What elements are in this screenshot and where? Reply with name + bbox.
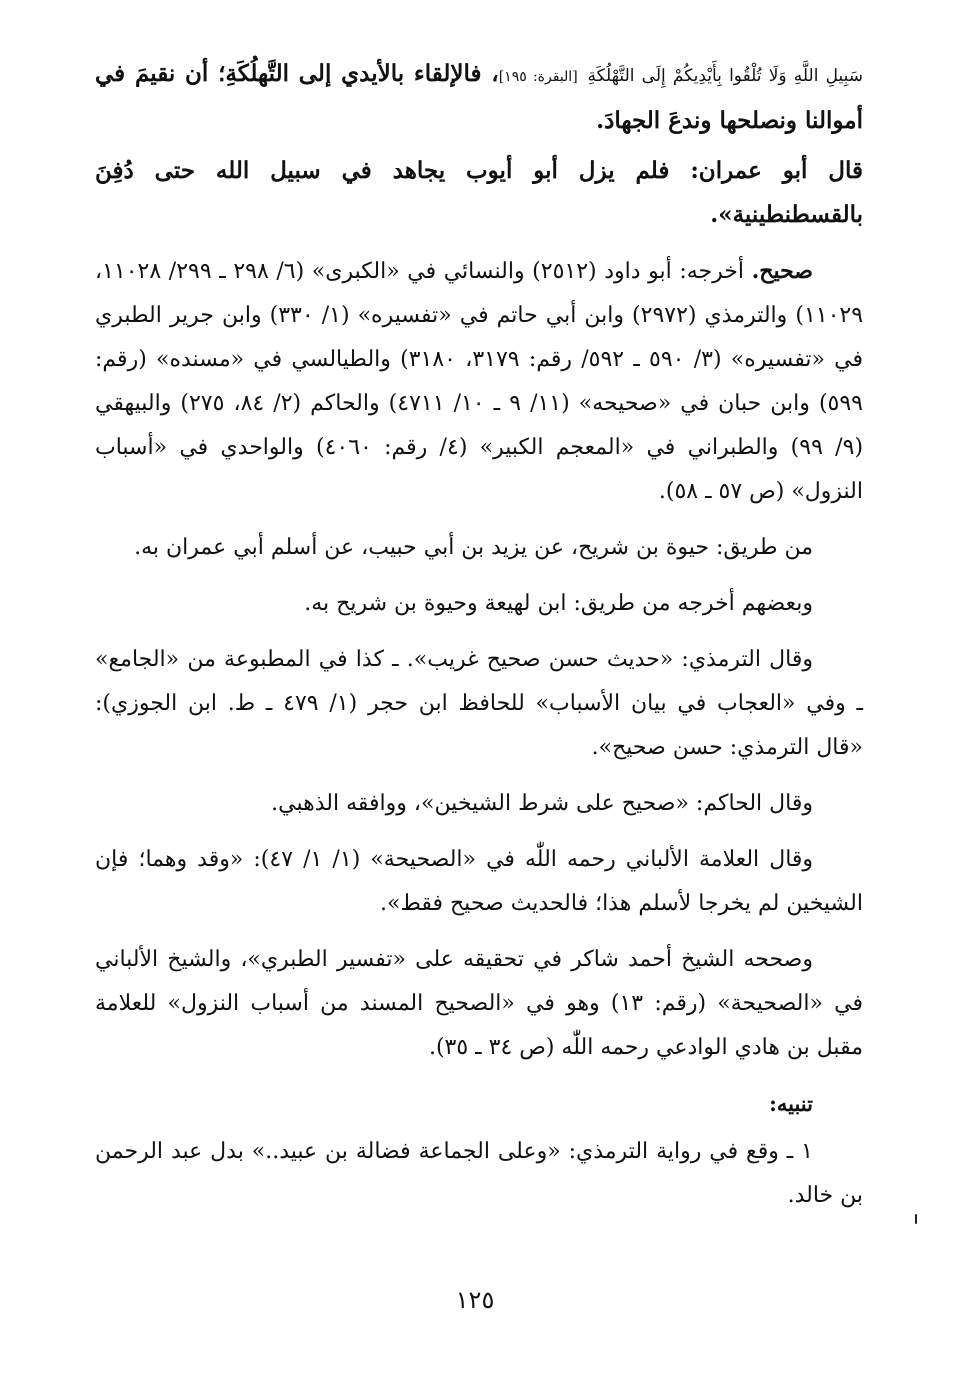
tirmidhi-paragraph: وقال الترمذي: «حديث حسن صحيح غريب». ـ كذا في المطبوعة من «الجامع» ـ وفي «العجاب في بيان الأسباب» للحافظ ابن حجر (١/ ٤٧٩ ـ ط. ابن الجوزي): «قال الترمذي: حسن صحيح». — [95, 647, 863, 760]
stray-mark — [915, 1214, 917, 1224]
sahih-paragraph — [95, 249, 863, 514]
quran-reference: [البقرة: ١٩٥] — [498, 69, 578, 85]
abu-imran-paragraph: قال أبو عمران: فلم يزل أبو أيوب يجاهد في سبيل الله حتى دُفِنَ بالقسطنطينية». — [95, 157, 863, 228]
intro-paragraph — [95, 52, 863, 143]
sahih-text: أخرجه: أبو داود (٢٥١٢) والنسائي في «الكبرى» (٦/ ٢٩٨ ـ ٢٩٩/ ١١٠٢٨، ١١٠٢٩) والترمذي (٢٩٧٢) وابن أبي حاتم في «تفسيره» (١/ ٣٣٠) وابن جرير الطبري في «تفسيره» (٣/ ٥٩٠ ـ ٥٩٢/ رقم: ٣١٧٩، ٣١٨٠) والطيالسي في «مسنده» (رقم: ٥٩٩) وابن حبان في «صحيحه» (١١/ ٩ ـ ١٠/ ٤٧١١) والحاكم (٢/ ٨٤، ٢٧٥) والبيهقي (٩/ ٩٩) والطبراني في «المعجم الكبير» (٤/ رقم: ٤٠٦٠) والواحدي في «أسباب النزول» (ص ٥٧ ـ ٥٨). — [95, 259, 864, 504]
page-number: ١٢٥ — [455, 1286, 495, 1314]
albani-paragraph: وقال العلامة الألباني رحمه اللّٰه في «الصحيحة» (١/ ١/ ٤٧): «وقد وهما؛ فإن الشيخين لم يخرجا لأسلم هذا؛ فالحديث صحيح فقط». — [95, 847, 863, 916]
note-heading: تنبيه: — [769, 1091, 813, 1116]
page-body — [95, 52, 863, 1218]
intro-text: ، فالإلقاء بالأيدي إلى التَّهلُكَةِ؛ أن نقيمَ في أموالنا ونصلحها وندعَ الجهادَ. — [95, 60, 863, 134]
shakir-paragraph: وصححه الشيخ أحمد شاكر في تحقيقه على «تفسير الطبري»، والشيخ الألباني في «الصحيحة» (رقم: ١٣) وهو في «الصحيح المسند من أسباب النزول» للعلامة مقبل بن هادي الوادعي رحمه اللّٰه (ص ٣٤ ـ ٣٥). — [95, 947, 864, 1060]
grading-label: صحيح. — [751, 258, 813, 284]
quran-verse: سَبِيلِ اللَّهِ وَلَا تُلْقُوا بِأَيْدِيكُمْ إِلَى التَّهْلُكَةِ — [587, 66, 864, 86]
hakim-paragraph: وقال الحاكم: «صحيح على شرط الشيخين»، ووافقه الذهبي. — [271, 791, 813, 816]
note-item: ١ ـ وقع في رواية الترمذي: «وعلى الجماعة فضالة بن عبيد..» بدل عبد الرحمن بن خالد. — [95, 1139, 863, 1208]
chain-paragraph: من طريق: حيوة بن شريح، عن يزيد بن أبي حبيب، عن أسلم أبي عمران به. — [134, 535, 813, 560]
other-chain-paragraph: وبعضهم أخرجه من طريق: ابن لهيعة وحيوة بن شريح به. — [304, 591, 813, 616]
